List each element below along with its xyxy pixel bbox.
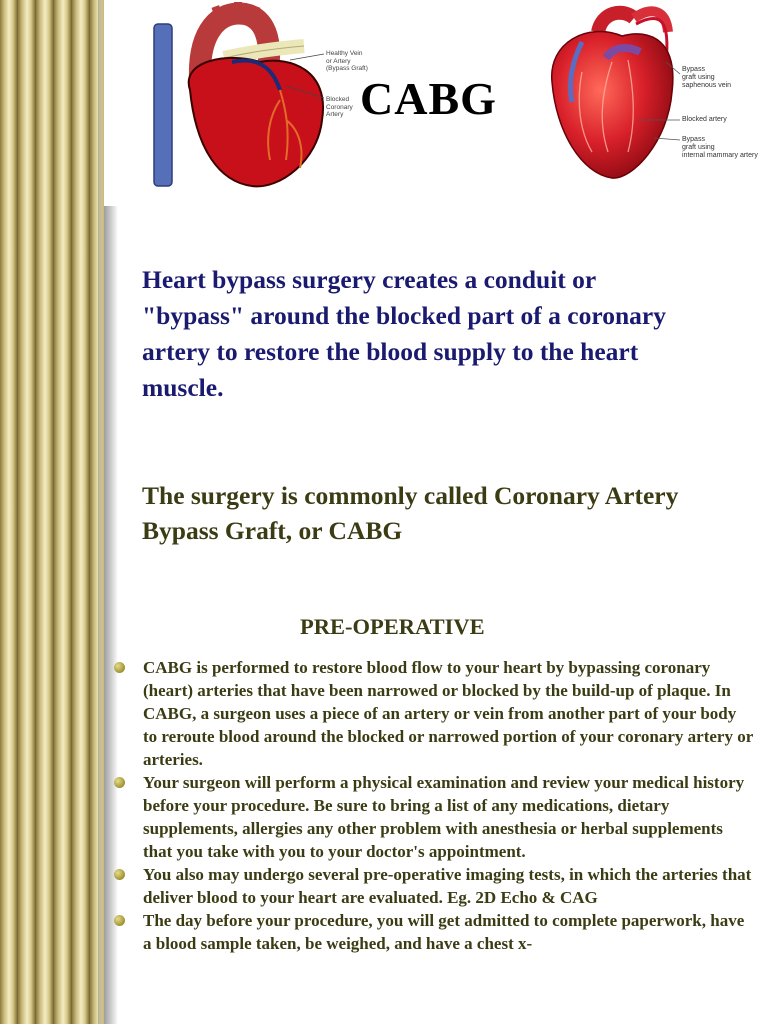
bullet-icon (114, 662, 125, 673)
list-item (114, 863, 754, 909)
intro-paragraph: Heart bypass surgery creates a conduit or "bypass" around the blocked part of a coronary artery to restore the blood supply to the heart muscle. (142, 265, 666, 402)
heart-diagram-right (542, 2, 768, 192)
label-line: Healthy Vein (326, 50, 363, 57)
gold-striped-border (0, 0, 104, 1024)
label-line: graft using (682, 74, 715, 81)
list-item-text: The day before your procedure, you will get admitted to complete paperwork, have a blood sample taken, be weighed, and have a chest x- (143, 911, 745, 953)
list-item-text: CABG is performed to restore blood flow to your heart by bypassing coronary (heart) arteries that have been narrowed or blocked by the build-up of plaque. In CABG, a surgeon uses a piece of an artery or vein from another part of your body to reroute blood around the blocked or narrowed portion of your coronary artery or arteries. (143, 658, 753, 769)
bullet-icon (114, 777, 125, 788)
bullet-icon (114, 869, 125, 880)
label-line: graft using (682, 144, 715, 151)
list-item (114, 771, 754, 863)
label-line: Artery (326, 111, 344, 118)
heart-diagram-left (140, 0, 380, 200)
list-item-text: Your surgeon will perform a physical examination and review your medical history before your procedure. Be sure to bring a list of any medications, dietary supplements, allergies any other problem with anesthesia or herbal supplements that you take with you to your doctor's appointment. (143, 773, 745, 861)
label-bypass-graft (326, 50, 368, 73)
label-line: (Bypass Graft) (326, 65, 368, 72)
list-item-text: You also may undergo several pre-operative imaging tests, in which the arteries that deliver blood to your heart are evaluated. Eg. 2D Echo & CAG (143, 865, 752, 907)
list-item (114, 909, 754, 955)
label-line: Coronary (326, 103, 353, 111)
label-line: saphenous vein (682, 82, 732, 89)
slide-header (104, 0, 768, 206)
label-graft-saphenous (682, 66, 731, 90)
list-item (114, 656, 754, 771)
section-heading-pre-operative: PRE-OPERATIVE (300, 614, 485, 639)
bullet-icon (114, 915, 125, 926)
label-line: Bypass (682, 66, 705, 73)
cabg-definition-paragraph: The surgery is commonly called Coronary Artery Bypass Graft, or CABG (142, 481, 679, 545)
pre-operative-bullet-list (114, 656, 754, 955)
slide-title: CABG (360, 73, 497, 124)
label-blocked-artery (682, 116, 727, 124)
label-blocked-coronary (326, 96, 353, 119)
label-line: Blocked (326, 96, 350, 103)
label-line: or Artery (326, 57, 351, 65)
label-line: Blocked artery (682, 116, 727, 123)
label-graft-mammary (682, 136, 758, 160)
label-line: internal mammary artery (682, 152, 758, 159)
label-line: Bypass (682, 136, 705, 143)
heart-diagram-right-icon (542, 2, 768, 192)
